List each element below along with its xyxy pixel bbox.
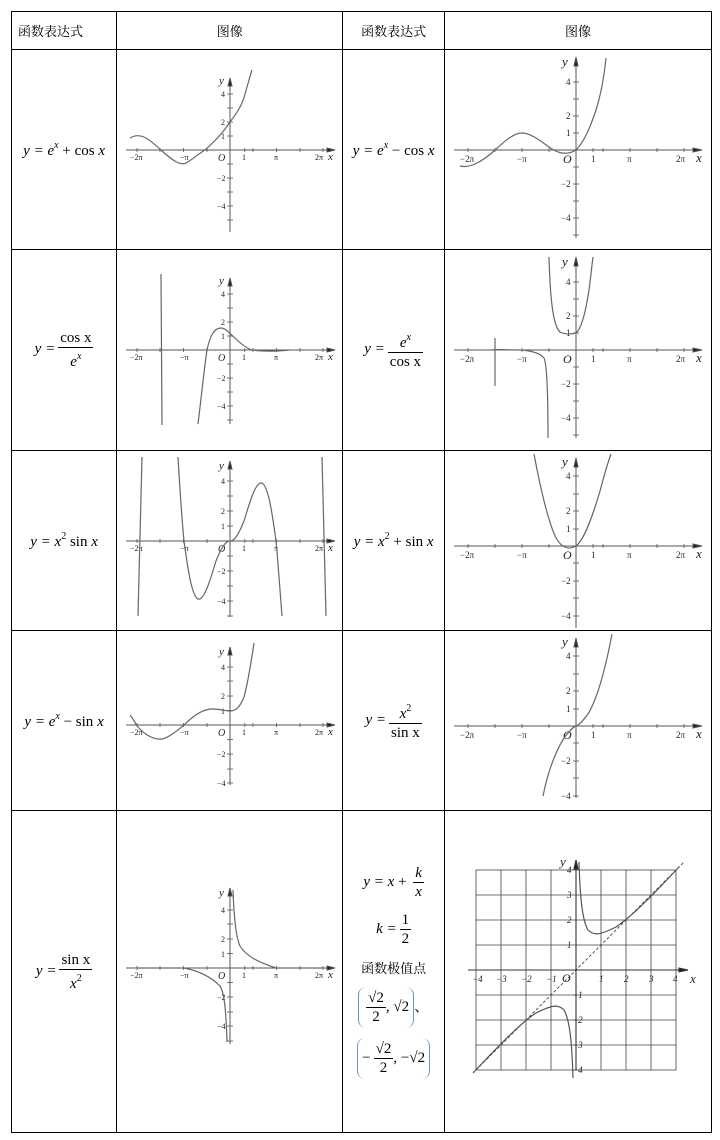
svg-text:x: x bbox=[696, 350, 702, 365]
svg-text:1: 1 bbox=[220, 706, 225, 716]
svg-text:−2π: −2π bbox=[129, 152, 143, 162]
svg-text:−π: −π bbox=[179, 727, 189, 737]
graph-cell bbox=[445, 250, 712, 451]
expression-cell bbox=[12, 50, 117, 250]
svg-text:4: 4 bbox=[567, 864, 572, 875]
svg-text:−3: −3 bbox=[572, 1039, 583, 1050]
svg-text:π: π bbox=[273, 727, 278, 737]
svg-text:−2: −2 bbox=[561, 575, 571, 586]
note-cell bbox=[343, 811, 445, 1133]
svg-text:O: O bbox=[562, 970, 571, 985]
svg-text:x: x bbox=[696, 725, 702, 741]
svg-text:2π: 2π bbox=[676, 549, 686, 560]
svg-text:1: 1 bbox=[220, 131, 225, 141]
svg-text:4: 4 bbox=[566, 650, 571, 661]
svg-text:y: y bbox=[218, 886, 224, 899]
expression-cell bbox=[12, 631, 117, 811]
svg-text:2π: 2π bbox=[676, 729, 686, 740]
svg-text:1: 1 bbox=[566, 523, 571, 534]
graph-x-plus-k-over-x bbox=[458, 852, 698, 1092]
expression-exp-plus-cos: $y = e^x + \cos x$ bbox=[23, 139, 105, 159]
svg-text:−2: −2 bbox=[561, 379, 571, 389]
svg-text:1: 1 bbox=[220, 521, 225, 531]
svg-text:−2π: −2π bbox=[129, 727, 143, 737]
svg-text:x: x bbox=[696, 149, 702, 165]
curve-left-branch bbox=[473, 1006, 573, 1078]
svg-text:4: 4 bbox=[220, 662, 225, 672]
svg-text:y: y bbox=[218, 459, 224, 472]
curve-right-branch bbox=[579, 862, 679, 934]
svg-text:O: O bbox=[217, 970, 225, 982]
svg-text:1: 1 bbox=[241, 353, 246, 362]
svg-text:1: 1 bbox=[591, 549, 596, 560]
svg-text:1: 1 bbox=[241, 152, 246, 162]
graph-cell bbox=[445, 811, 712, 1133]
expression-exp-minus-sin: $y = e^x - \sin x$ bbox=[24, 710, 104, 730]
svg-text:−2π: −2π bbox=[460, 729, 475, 740]
expression-cell bbox=[343, 631, 445, 811]
expression-cell bbox=[343, 50, 445, 250]
expression-x-plus-k-over-x: y = x + $\frac{k}{x}$ bbox=[363, 865, 422, 900]
svg-text:−4: −4 bbox=[561, 413, 571, 423]
graph-sin-over-x2 bbox=[120, 882, 340, 1062]
svg-text:1: 1 bbox=[566, 127, 571, 138]
svg-text:−4: −4 bbox=[216, 402, 226, 411]
graph-cell bbox=[117, 451, 343, 631]
extreme-points-label: 函数极值点 bbox=[361, 962, 427, 977]
graph-cell bbox=[445, 50, 712, 250]
svg-text:−π: −π bbox=[517, 729, 527, 740]
svg-text:−2π: −2π bbox=[460, 549, 475, 560]
svg-text:x: x bbox=[690, 970, 696, 986]
svg-text:y: y bbox=[562, 453, 568, 469]
svg-text:3: 3 bbox=[649, 973, 654, 984]
svg-text:2: 2 bbox=[220, 691, 225, 701]
table-row bbox=[12, 811, 712, 1133]
graph-exp-plus-cos bbox=[120, 55, 340, 245]
function-graph-table bbox=[11, 11, 712, 1133]
svg-text:x: x bbox=[327, 150, 333, 163]
svg-text:π: π bbox=[627, 153, 632, 164]
svg-text:y: y bbox=[562, 633, 568, 649]
svg-text:2π: 2π bbox=[314, 970, 323, 980]
graph-exp-minus-cos bbox=[448, 52, 708, 248]
expression-cell bbox=[12, 451, 117, 631]
svg-text:−2: −2 bbox=[561, 178, 571, 189]
svg-text:−4: −4 bbox=[561, 212, 571, 223]
svg-text:2: 2 bbox=[566, 685, 571, 696]
header-graph-2: 图像 bbox=[445, 12, 712, 50]
header-expression-1: 函数表达式 bbox=[12, 12, 117, 50]
svg-text:−2π: −2π bbox=[460, 153, 475, 164]
svg-text:O: O bbox=[563, 727, 572, 742]
expression-x2-over-sin: y = $\frac{x^2}{\text{sin x}}$ bbox=[365, 712, 421, 728]
graph-cell bbox=[117, 250, 343, 451]
svg-text:2: 2 bbox=[220, 934, 225, 944]
svg-text:O: O bbox=[563, 547, 572, 562]
svg-text:1: 1 bbox=[241, 970, 246, 980]
svg-text:y: y bbox=[218, 74, 224, 87]
graph-x2-plus-sin bbox=[448, 452, 708, 630]
svg-text:1: 1 bbox=[220, 332, 225, 341]
svg-text:y: y bbox=[560, 853, 566, 869]
graph-cell bbox=[117, 631, 343, 811]
graph-cell bbox=[445, 451, 712, 631]
graph-x2-sin bbox=[120, 453, 340, 629]
svg-text:4: 4 bbox=[566, 76, 571, 87]
axes bbox=[126, 78, 335, 232]
svg-text:1: 1 bbox=[566, 328, 571, 338]
svg-text:π: π bbox=[273, 970, 278, 980]
svg-text:−1: −1 bbox=[572, 989, 583, 1000]
table-row bbox=[12, 250, 712, 451]
svg-text:−2: −2 bbox=[561, 755, 571, 766]
svg-text:O: O bbox=[563, 151, 572, 166]
hyperbola-note bbox=[343, 864, 444, 1079]
svg-text:O: O bbox=[217, 353, 225, 364]
svg-text:1: 1 bbox=[591, 729, 596, 740]
svg-text:−1: −1 bbox=[546, 973, 557, 984]
expression-x2-plus-sin: $y = x^2 + \sin x$ bbox=[353, 530, 434, 550]
svg-text:O: O bbox=[217, 543, 225, 555]
svg-text:−2: −2 bbox=[216, 374, 226, 383]
svg-text:1: 1 bbox=[241, 727, 246, 737]
svg-text:−4: −4 bbox=[561, 610, 571, 621]
svg-text:2π: 2π bbox=[314, 727, 323, 737]
svg-text:x: x bbox=[327, 968, 333, 981]
svg-text:1: 1 bbox=[567, 939, 572, 950]
k-value: k = $\frac{1}{2}$ bbox=[376, 912, 410, 947]
expression-exp-over-cos: y = $\frac{e^x}{\text{cos x}}$ bbox=[364, 341, 423, 357]
extreme-point-min: − $\frac{√2}{2}$ , −√2 bbox=[343, 1038, 444, 1079]
svg-text:−π: −π bbox=[179, 353, 189, 362]
svg-text:x: x bbox=[327, 351, 333, 363]
svg-text:x: x bbox=[327, 725, 333, 738]
graph-cos-over-exp bbox=[120, 255, 340, 445]
svg-text:π: π bbox=[627, 549, 632, 560]
expression-sin-over-x2: y = $\frac{\text{sin x}}{x^2}$ bbox=[35, 951, 91, 992]
svg-text:−2: −2 bbox=[216, 173, 226, 183]
svg-text:−π: −π bbox=[179, 970, 189, 980]
svg-text:−π: −π bbox=[517, 354, 527, 364]
svg-text:y: y bbox=[218, 645, 224, 658]
svg-text:2: 2 bbox=[220, 318, 225, 327]
expression-cell bbox=[343, 250, 445, 451]
table-row bbox=[12, 631, 712, 811]
svg-text:−π: −π bbox=[179, 152, 189, 162]
svg-text:−4: −4 bbox=[216, 201, 226, 211]
svg-text:π: π bbox=[627, 729, 632, 740]
svg-text:2π: 2π bbox=[676, 354, 686, 364]
expression-x2-sin: $y = x^2$ sin x bbox=[30, 530, 98, 550]
extreme-point-max: $\frac{√2}{2}$ , √2 、 bbox=[343, 987, 444, 1028]
svg-text:2: 2 bbox=[567, 914, 572, 925]
svg-text:2: 2 bbox=[566, 110, 571, 121]
svg-text:O: O bbox=[563, 352, 572, 366]
header-graph-1: 图像 bbox=[117, 12, 343, 50]
svg-text:4: 4 bbox=[220, 290, 225, 299]
svg-text:1: 1 bbox=[566, 703, 571, 714]
svg-text:2: 2 bbox=[566, 311, 571, 321]
svg-text:3: 3 bbox=[567, 889, 572, 900]
svg-text:2π: 2π bbox=[314, 353, 323, 362]
svg-text:4: 4 bbox=[220, 476, 225, 486]
svg-text:1: 1 bbox=[241, 543, 246, 553]
svg-text:−2π: −2π bbox=[129, 353, 143, 362]
svg-text:−2: −2 bbox=[216, 992, 226, 1002]
svg-text:1: 1 bbox=[591, 354, 596, 364]
graph-cell bbox=[445, 631, 712, 811]
svg-text:−π: −π bbox=[517, 549, 527, 560]
svg-text:−3: −3 bbox=[496, 973, 507, 984]
svg-text:O: O bbox=[217, 152, 225, 164]
expression-cell bbox=[12, 811, 117, 1133]
svg-text:2: 2 bbox=[566, 505, 571, 516]
svg-text:y: y bbox=[562, 53, 568, 69]
svg-text:−π: −π bbox=[517, 153, 527, 164]
svg-text:y: y bbox=[218, 275, 224, 287]
svg-text:π: π bbox=[273, 152, 278, 162]
svg-text:−4: −4 bbox=[216, 1021, 226, 1031]
svg-text:−2: −2 bbox=[521, 973, 532, 984]
svg-text:y: y bbox=[562, 254, 568, 269]
svg-text:2: 2 bbox=[624, 973, 629, 984]
svg-text:x: x bbox=[327, 541, 333, 554]
svg-text:−2π: −2π bbox=[460, 354, 475, 364]
svg-text:π: π bbox=[273, 353, 278, 362]
svg-text:2: 2 bbox=[220, 506, 225, 516]
table-row bbox=[12, 50, 712, 250]
svg-text:1: 1 bbox=[591, 153, 596, 164]
svg-text:2: 2 bbox=[220, 117, 225, 127]
svg-text:4: 4 bbox=[673, 973, 678, 984]
header-row bbox=[12, 12, 712, 50]
svg-text:1: 1 bbox=[220, 949, 225, 959]
svg-text:4: 4 bbox=[566, 277, 571, 287]
svg-text:4: 4 bbox=[566, 470, 571, 481]
svg-text:2π: 2π bbox=[676, 153, 686, 164]
expression-exp-minus-cos: $y = e^x - \cos x$ bbox=[352, 139, 435, 159]
asymptote-line bbox=[476, 862, 684, 1070]
svg-text:x: x bbox=[696, 545, 702, 561]
svg-text:π: π bbox=[273, 543, 278, 553]
graph-x2-over-sin bbox=[448, 632, 708, 810]
svg-text:−4: −4 bbox=[561, 790, 571, 801]
svg-text:2π: 2π bbox=[314, 152, 323, 162]
graph-cell bbox=[117, 811, 343, 1133]
svg-text:−4: −4 bbox=[472, 973, 483, 984]
graph-cell bbox=[117, 50, 343, 250]
svg-text:2π: 2π bbox=[314, 543, 323, 553]
expression-cell bbox=[343, 451, 445, 631]
svg-text:O: O bbox=[217, 727, 225, 739]
svg-text:−π: −π bbox=[179, 543, 189, 553]
svg-text:−4: −4 bbox=[216, 778, 226, 788]
svg-text:−2π: −2π bbox=[129, 970, 143, 980]
expression-cos-over-exp: y = $\frac{\text{cos x}}{e^x}$ bbox=[34, 330, 92, 370]
svg-text:4: 4 bbox=[220, 905, 225, 915]
graph-exp-minus-sin bbox=[120, 633, 340, 809]
graph-exp-over-cos bbox=[448, 252, 708, 448]
svg-text:−2π: −2π bbox=[129, 543, 143, 553]
svg-text:−4: −4 bbox=[572, 1064, 583, 1075]
svg-text:−4: −4 bbox=[216, 596, 226, 606]
table-row bbox=[12, 451, 712, 631]
expression-cell bbox=[12, 250, 117, 451]
svg-text:4: 4 bbox=[220, 89, 225, 99]
svg-text:π: π bbox=[627, 354, 632, 364]
svg-text:1: 1 bbox=[599, 973, 604, 984]
svg-text:−2: −2 bbox=[216, 566, 226, 576]
svg-text:−2: −2 bbox=[572, 1014, 583, 1025]
svg-text:−2: −2 bbox=[216, 749, 226, 759]
header-expression-2: 函数表达式 bbox=[343, 12, 445, 50]
